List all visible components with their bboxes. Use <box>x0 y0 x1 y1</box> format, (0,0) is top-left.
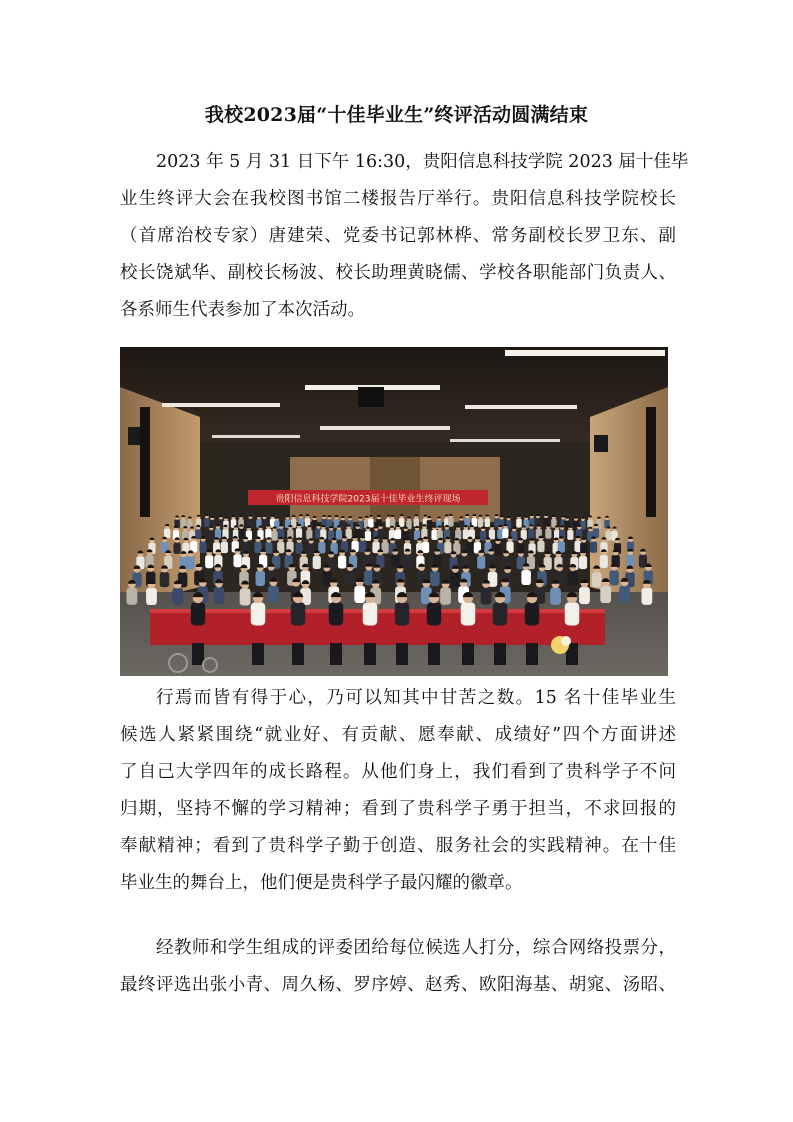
paragraph-line: 校长饶斌华、副校长杨波、校长助理黄晓儒、学校各职能部门负责人、 <box>120 263 676 283</box>
banner-text: 贵阳信息科技学院2023届十佳毕业生终评现场 <box>275 494 461 505</box>
paragraph-intro <box>120 144 689 329</box>
paragraph-line: 业生终评大会在我校图书馆二楼报告厅举行。贵阳信息科技学院校长 <box>120 189 676 209</box>
paragraph-line: 了自己大学四年的成长路程。从他们身上，我们看到了贵科学子不问 <box>120 762 676 782</box>
paragraph-body <box>120 680 676 902</box>
paragraph-result <box>120 930 676 1004</box>
paragraph-line: 毕业生的舞台上，他们便是贵科学子最闪耀的徽章。 <box>120 873 523 893</box>
paragraph-line: （首席治校专家）唐建荣、党委书记郭林桦、常务副校长罗卫东、副 <box>120 226 676 246</box>
paragraph-line: 各系师生代表参加了本次活动。 <box>120 300 365 320</box>
paragraph-line: 经教师和学生组成的评委团给每位候选人打分，综合网络投票分， <box>156 938 676 958</box>
paragraph-line: 2023 年 5 月 31 日下午 16:30，贵阳信息科技学院 2023 届十佳毕 <box>156 152 689 172</box>
article-title: 我校2023届“十佳毕业生”终评活动圆满结束 <box>204 104 589 126</box>
paragraph-line: 奉献精神；看到了贵科学子勤于创造、服务社会的实践精神。在十佳 <box>120 836 676 856</box>
paragraph-line: 候选人紧紧围绕“就业好、有贡献、愿奉献、成绩好”四个方面讲述 <box>120 725 676 745</box>
paragraph-line: 归期，坚持不懈的学习精神；看到了贵科学子勇于担当，不求回报的 <box>120 799 676 819</box>
paragraph-line: 行焉而皆有得于心，乃可以知其中甘苦之数。15 名十佳毕业生 <box>156 688 676 708</box>
group-photo <box>120 347 668 676</box>
paragraph-line: 最终评选出张小青、周久杨、罗序婷、赵秀、欧阳海基、胡窕、汤昭、 <box>120 975 676 995</box>
